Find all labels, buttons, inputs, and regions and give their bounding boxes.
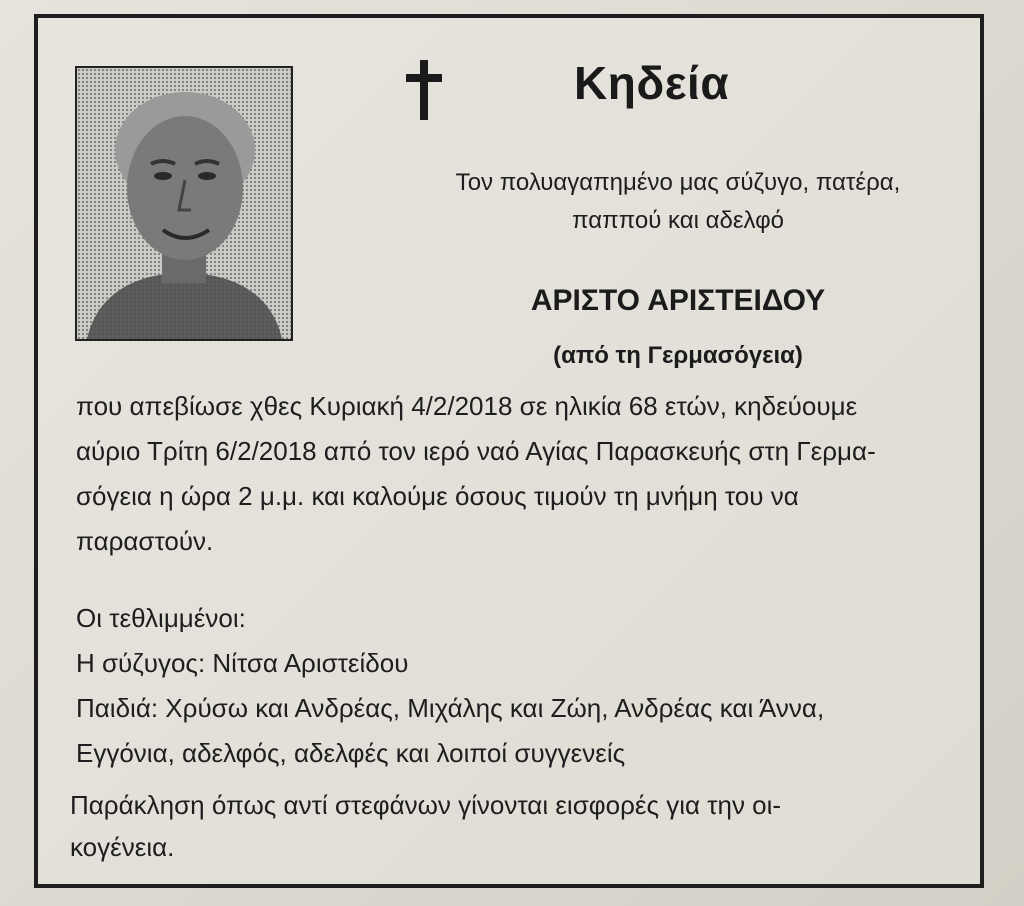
intro-text (368, 164, 988, 240)
obituary-frame (34, 14, 984, 888)
mourners-list (76, 596, 966, 776)
page-title: Κηδεία (574, 57, 730, 109)
details-line: αύριο Τρίτη 6/2/2018 από τον ιερό ναό Αγίας Παρασκευής στη Γερμα- (76, 436, 876, 466)
deceased-origin: (από τη Γερμασόγεια) (553, 342, 803, 369)
mourners-line: Η σύζυγος: Νίτσα Αριστείδου (76, 648, 409, 678)
donation-request (70, 784, 970, 868)
portrait-photo (75, 66, 293, 341)
cross-icon (400, 58, 448, 122)
details-line: σόγεια η ώρα 2 μ.μ. και καλούμε όσους τιμούν τη μνήμη του να (76, 481, 799, 511)
request-line: κογένεια. (70, 832, 175, 862)
details-line: παραστούν. (76, 526, 214, 556)
intro-line: παππού και αδελφό (571, 207, 784, 234)
mourners-line: Εγγόνια, αδελφός, αδελφές και λοιποί συγγενείς (76, 738, 626, 768)
mourners-line: Παιδιά: Χρύσω και Ανδρέας, Μιχάλης και Ζώη, Ανδρέας και Άννα, (76, 693, 825, 723)
details-line: που απεβίωσε χθες Κυριακή 4/2/2018 σε ηλικία 68 ετών, κηδεύουμε (76, 391, 858, 421)
funeral-details (76, 384, 956, 564)
portrait-silhouette (77, 68, 291, 339)
intro-line: Τον πολυαγαπημένο μας σύζυγο, πατέρα, (455, 169, 901, 196)
mourners-heading: Οι τεθλιμμένοι: (76, 603, 246, 633)
deceased-name: ΑΡΙΣΤΟ ΑΡΙΣΤΕΙΔΟΥ (530, 284, 826, 317)
request-line: Παράκληση όπως αντί στεφάνων γίνονται εισφορές για την οι- (70, 790, 782, 820)
